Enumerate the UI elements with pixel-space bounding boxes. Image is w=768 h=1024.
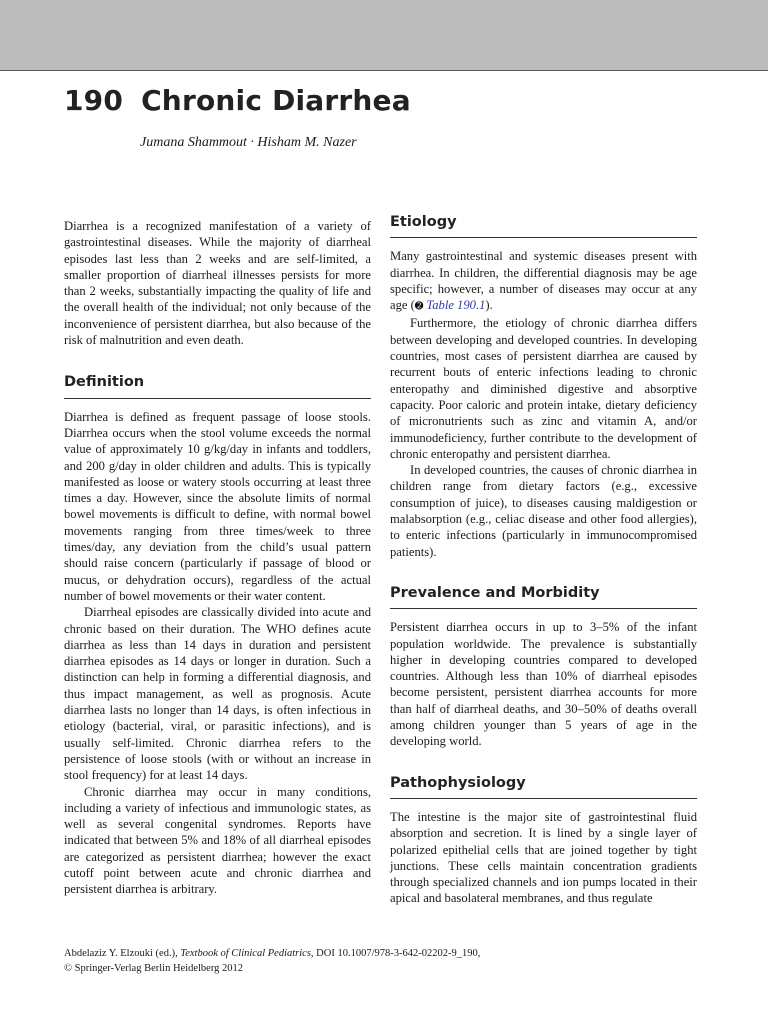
definition-paragraph-1: Diarrhea is defined as frequent passage of loose stools. Diarrhea occurs when the stool volume exceeds the normal value of approximately 10 g/kg/day in infants and toddlers, and 200 g/day in older children and adults. This is typically manifested as loose or watery stools occurring at least three times a day. However, since the absolute limits of normal bowel movements is difficult to define, with normal bowel movements ranging from three times/week to three times/day, any deviation from the child’s usual pattern should raise concern (particularly if passage of blood or mucus, or dehydration occurs), regardless of the actual number of bowel movements or their water content. <box>64 409 371 603</box>
prevalence-paragraph: Persistent diarrhea occurs in up to 3–5% of the infant population worldwide. The prevalence is substantially higher in developing countries compared to developed countries. Although less than 10% of diarrheal episodes become persistent, persistent diarrhea accounts for more than half of diarrheal deaths, and 30–50% of deaths overall among children younger than 5 years of age in the developing world. <box>390 620 697 749</box>
citation-line-1 <box>64 946 480 961</box>
citation-line-2: © Springer-Verlag Berlin Heidelberg 2012 <box>64 963 244 974</box>
table-reference-link[interactable]: Table 190.1 <box>426 298 486 313</box>
definition-paragraph-3: Chronic diarrhea may occur in many conditions, including a variety of infectious and immunologic states, as well as several congenital syndromes. Reports have indicated that between 5% and 18% of all diarrheal episodes are categorized as persistent diarrhea; however the exact cutoff point between acute and chronic diarrhea and persistent diarrhea is arbitrary. <box>64 784 371 897</box>
definition-heading: Definition <box>64 374 371 398</box>
definition-paragraph-2: Diarrheal episodes are classically divided into acute and chronic based on their duration. The WHO defines acute diarrhea as less than 14 days in duration and persistent diarrhea episodes as 14 days or longer in duration. Such a distinction can help in forming a differential diagnosis, and thus impact management, as well as prognosis. Acute diarrhea lasts no longer than 14 days, is often infectious in etiology (bacterial, viral, or parasitic infections), and is usually self-limited. Chronic diarrhea refers to the persistence of loose stools (with or without an increase in stool frequency) for at least 14 days. <box>64 605 371 783</box>
header-band <box>0 0 768 71</box>
citation-editor: Abdelaziz Y. Elzouki (ed.), <box>64 948 181 959</box>
etiology-heading: Etiology <box>390 214 697 238</box>
etiology-paragraph-2: Furthermore, the etiology of chronic diarrhea differs between developing and developed countries. In developing countries, most cases of persistent diarrhea are caused by recurrent bouts of enteric infections leading to chronic enteropathy and diminished digestive and absorptive capacity. Poor caloric and protein intake, dietary deficiency of micronutrients such as zinc and vitamin A, and/or immunodeficiency, further contribute to the development of chronic enteropathy and persistent diarrhea. <box>390 316 697 461</box>
chapter-number: 190 <box>64 84 124 117</box>
citation-doi: , DOI 10.1007/978-3-642-02202-9_190, <box>310 948 481 959</box>
right-column <box>390 214 697 907</box>
chapter-title-text: Chronic Diarrhea <box>141 84 411 117</box>
authors: Jumana Shammout · Hisham M. Nazer <box>140 135 357 150</box>
chapter-title <box>64 84 411 117</box>
etiology-paragraph-1-text: Many gastrointestinal and systemic diseases present with diarrhea. In children, the differential diagnosis may be age specific; however, a number of diseases may occur at any age ( <box>390 249 697 313</box>
etiology-paragraph-1 <box>390 248 697 315</box>
arrow-right-icon: ➋ <box>414 301 424 313</box>
etiology-paragraph-3: In developed countries, the causes of chronic diarrhea in children range from dietary factors (e.g., excessive consumption of juice), to diseases causing maldigestion or malabsorption (e.g., celiac disease and other food allergies), to enteric infections (particularly in immunocompromised patients). <box>390 463 697 559</box>
pathophysiology-heading: Pathophysiology <box>390 775 697 799</box>
etiology-paragraph-1-end: ). <box>485 298 493 313</box>
prevalence-heading: Prevalence and Morbidity <box>390 585 697 609</box>
pathophysiology-paragraph: The intestine is the major site of gastrointestinal fluid absorption and secretion. It is lined by a single layer of polarized epithelial cells that are joined together by tight junctions. These cells maintain concentration gradients through specialized channels and ion pumps located in their apical and basolateral membranes, and thus regulate <box>390 809 697 906</box>
left-column <box>64 218 371 898</box>
citation-footer <box>64 946 480 976</box>
intro-paragraph: Diarrhea is a recognized manifestation of a variety of gastrointestinal diseases. While the majority of diarrheal episodes last less than 2 weeks and are self-limited, a smaller proportion of diarrheal illnesses persists for more than 2 weeks, substantially impacting the quality of life and the overall health of the individual; not only because of the inconvenience of persistent diarrhea, but also because of the risk of malnutrition and even death. <box>64 219 371 348</box>
citation-book-title: Textbook of Clinical Pediatrics <box>180 948 311 959</box>
